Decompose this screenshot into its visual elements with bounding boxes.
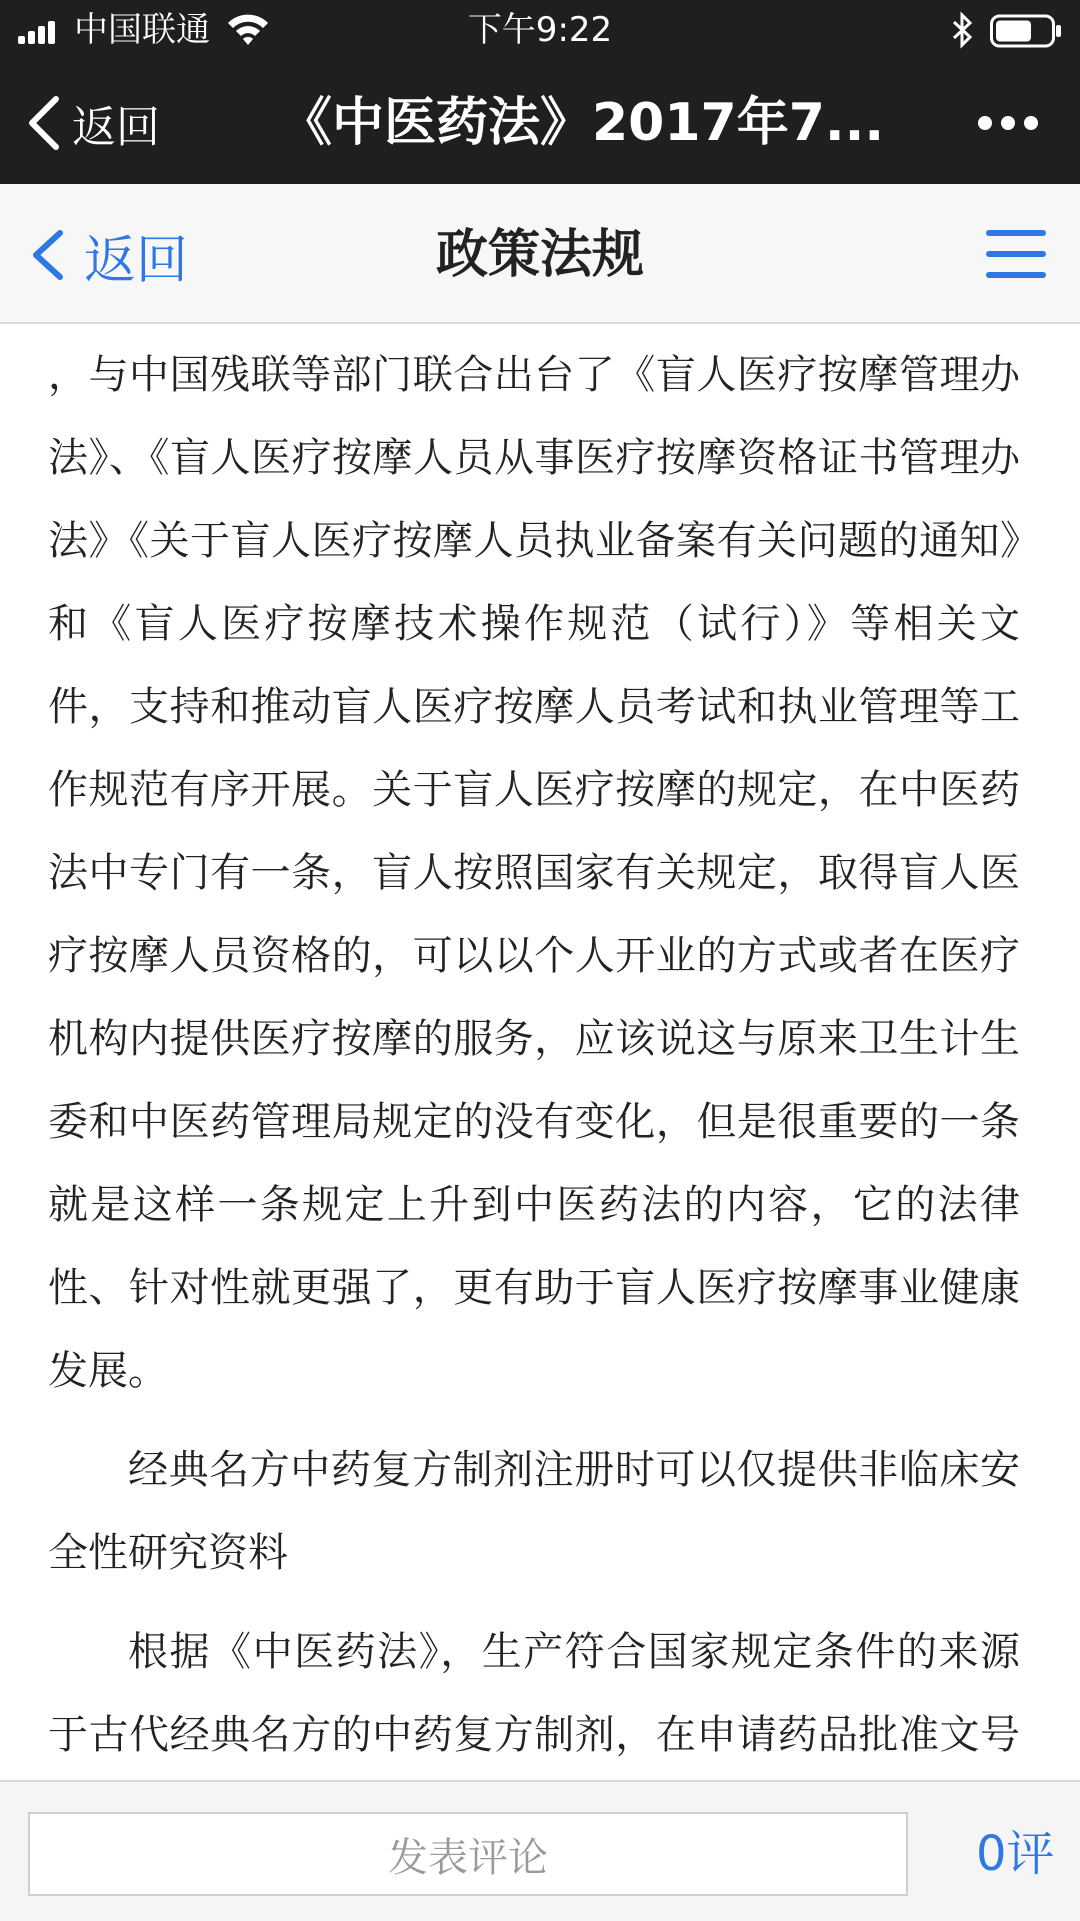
more-icon[interactable] (976, 112, 1040, 134)
wechat-nav-bar (0, 62, 1080, 184)
article-subheading: 经典名方中药复方制剂注册时可以仅提供非临床安全性研究资料 (48, 1447, 1020, 1576)
article-paragraph: 根据《中医药法》，生产符合国家规定条件的来源于古代经典名方的中药复方制剂，在申请药品批准文号 (48, 1629, 1020, 1758)
chevron-left-icon (24, 95, 62, 151)
menu-icon[interactable] (986, 226, 1046, 282)
comment-count-button[interactable]: 0评 (976, 1826, 1055, 1882)
status-bar (0, 0, 1080, 60)
top-bar (0, 0, 1080, 184)
article-paragraph: ，与中国残联等部门联合出台了《盲人医疗按摩管理办法》、《盲人医疗按摩人员从事医疗按摩资格证书管理办法》《关于盲人医疗按摩人员执业备案有关问题的通知》和《盲人医疗按摩技术操作规范（试行）》等相关文件，支持和推动盲人医疗按摩人员考试和执业管理等工作规范有序开展。关于盲人医疗按摩的规定，在中医药法中专门有一条，盲人按照国家有关规定，取得盲人医疗按摩人员资格的，可以以个人开业的方式或者在医疗机构内提供医疗按摩的服务，应该说这与原来卫生计生委和中医药管理局规定的没有变化，但是很重要的一条就是这样一条规定上升到中医药法的内容，它的法律性、针对性就更强了，更有助于盲人医疗按摩事业健康发展。 (48, 352, 1020, 1394)
nav-back-button[interactable] (24, 92, 160, 154)
carrier-label: 中国联通 (74, 10, 210, 50)
clock: 下午9:22 (467, 10, 613, 50)
comment-input[interactable]: 发表评论 (28, 1812, 908, 1896)
nav-title: 《中医药法》2017年7... (280, 93, 885, 153)
page-title: 政策法规 (435, 225, 644, 285)
nav-back-label: 返回 (72, 102, 160, 153)
comment-bar (0, 1780, 1080, 1921)
page-back-label: 返回 (84, 230, 189, 291)
page-header (0, 184, 1080, 324)
article-content (48, 334, 1020, 1780)
bluetooth-icon (950, 12, 976, 48)
battery-icon (990, 14, 1062, 48)
